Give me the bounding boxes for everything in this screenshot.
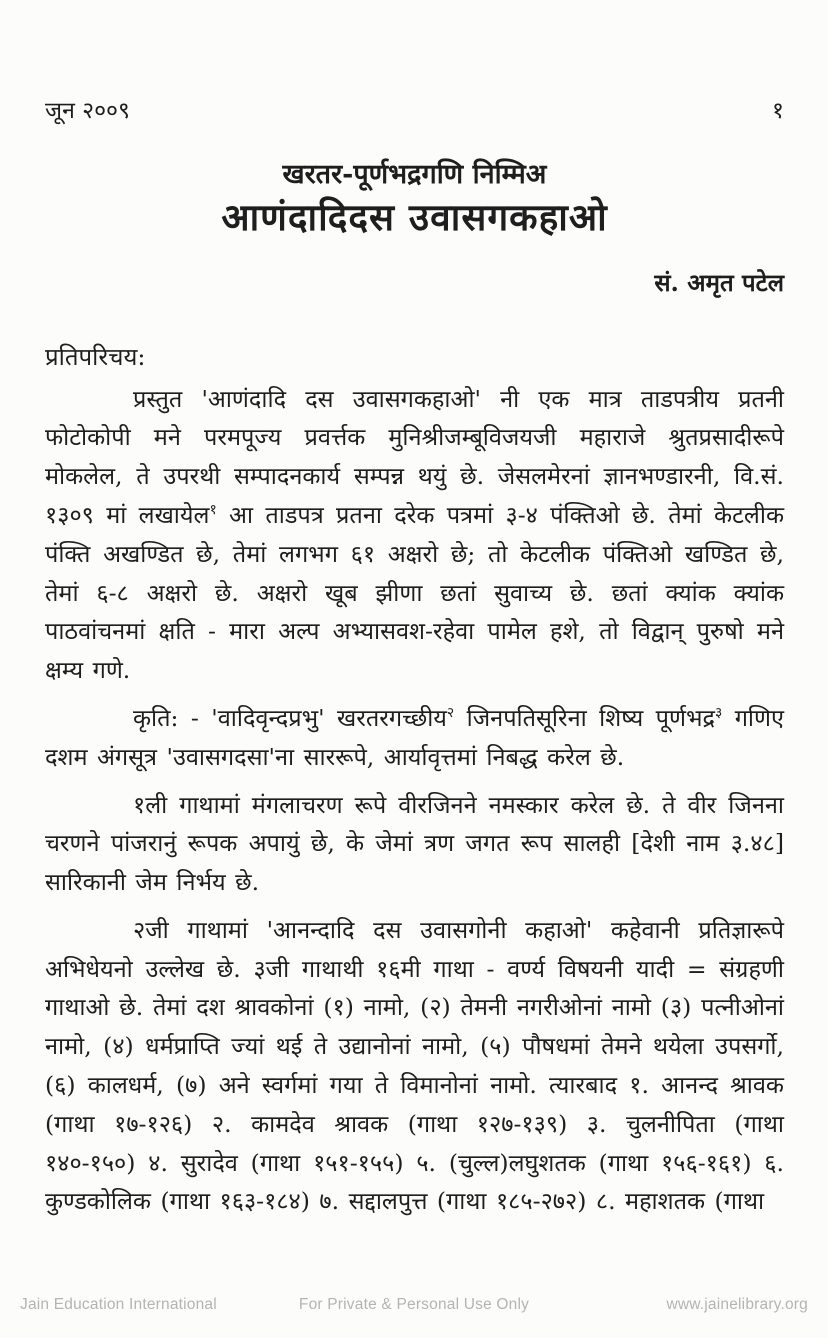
header-page-number: १ [772, 98, 784, 124]
paragraph-text: कृति: - 'वादिवृन्दप्रभु' खरतरगच्छीय [133, 703, 447, 732]
footnote-marker: १ [209, 502, 217, 519]
paragraph-text: जिनपतिसूरिना शिष्य पूर्णभद्र [454, 703, 715, 732]
paragraph-text: २जी गाथामां 'आनन्दादि दस उवासगोनी कहाओ' कहेवानी प्रतिज्ञारूपे अभिधेयनो उल्लेख छे. ३जी गाथाथी १६मी गाथा - वर्ण्य विषयनी यादी = संग्रहणी गाथाओ छे. तेमां दश श्रावकोनां (१) नामो, (२) तेमनी नगरीओनां नामो (३) पत्नीओनां नामो, (४) धर्मप्राप्ति ज्यां थई ते उद्यानोनां नामो, (५) पौषधमां तेमने थयेला उपसर्गो, (६) कालधर्म, (७) अने स्वर्गमां गया ते विमानोनां नामो. त्यारबाद १. आनन्द श्रावक (गाथा १७-१२६) २. कामदेव श्रावक (गाथा १२७-१३९) ३. चुलनीपिता (गाथा १४०-१५०) ४. सुरादेव (गाथा १५१-१५५) ५. (चुल्ल)लघुशतक (गाथा १५६-१६१) ६. कुण्डकोलिक (गाथा १६३-१८४) ७. सद्दालपुत्त (गाथा १८५-२७२) ८. महाशतक (गाथा [45, 915, 784, 1216]
page-content [45, 0, 784, 1230]
body-paragraphs [45, 380, 784, 1222]
page-title: आणंदादिदस उवासगकहाओ [221, 195, 608, 240]
paragraph [45, 380, 784, 690]
footer-usage-note: For Private & Personal Use Only [298, 1296, 530, 1313]
paragraph [45, 786, 784, 902]
editor-byline: सं. अमृत पटेल [654, 267, 784, 297]
paragraph [45, 699, 784, 777]
title-block [45, 158, 784, 240]
paragraph [45, 911, 784, 1221]
title-subtitle: खरतर-पूर्णभद्रगणि निम्मिअ [282, 158, 547, 190]
paragraph-text: आ ताडपत्र प्रतना दरेक पत्रमां ३-४ पंक्तिओ छे. तेमां केटलीक पंक्ति अखण्डित छे, तेमां लगभग ६१ अक्षरो छे; तो केटलीक पंक्तिओ खण्डित छे, तेमां ६-८ अक्षरो छे. अक्षरो खूब झीणा छतां सुवाच्य छे. छतां क्यांक क्यांक पाठवांचनमां क्षति - मारा अल्प अभ्यासवश-रहेवा पामेल हशे, तो विद्वान् पुरुषो मने क्षम्य गणे. [45, 500, 784, 685]
paragraph-text: प्रस्तुत 'आणंदादि दस उवासगकहाओ' नी एक मात्र ताडपत्रीय प्रतनी फोटोकोपी मने परमपूज्य प्रवर्त्तक मुनिश्रीजम्बूविजयजी महाराजे श्रुतप्रसादीरूपे मोकलेल, ते उपरथी सम्पादनकार्य सम्पन्न थयुं छे. जेसलमेरनां ज्ञानभण्डारनी, वि.सं. १३०९ मां लखायेल [45, 384, 784, 529]
footer-publisher: Jain Education International [20, 1296, 217, 1313]
paragraph-text: १ली गाथामां मंगलाचरण रूपे वीरजिनने नमस्कार करेल छे. ते वीर जिनना चरणने पांजरानुं रूपक अपायुं छे, के जेमां त्रण जगत रूप सालही [देशी नाम ३.४८] सारिकानी जेम निर्भय छे. [45, 790, 784, 897]
page-header [45, 98, 784, 126]
paragraph-text: गणिए दशम अंगसूत्र 'उवासगदसा'ना साररूपे, आर्यावृत्तमां निबद्ध करेल छे. [45, 703, 784, 771]
header-date: जून २००९ [45, 98, 130, 124]
footer-website: www.jainelibrary.org [666, 1296, 808, 1313]
page-footer [20, 1296, 808, 1314]
section-heading: प्रतिपरिचय: [45, 342, 146, 371]
footnote-marker: ३ [714, 705, 723, 722]
footnote-marker: २ [446, 705, 455, 722]
